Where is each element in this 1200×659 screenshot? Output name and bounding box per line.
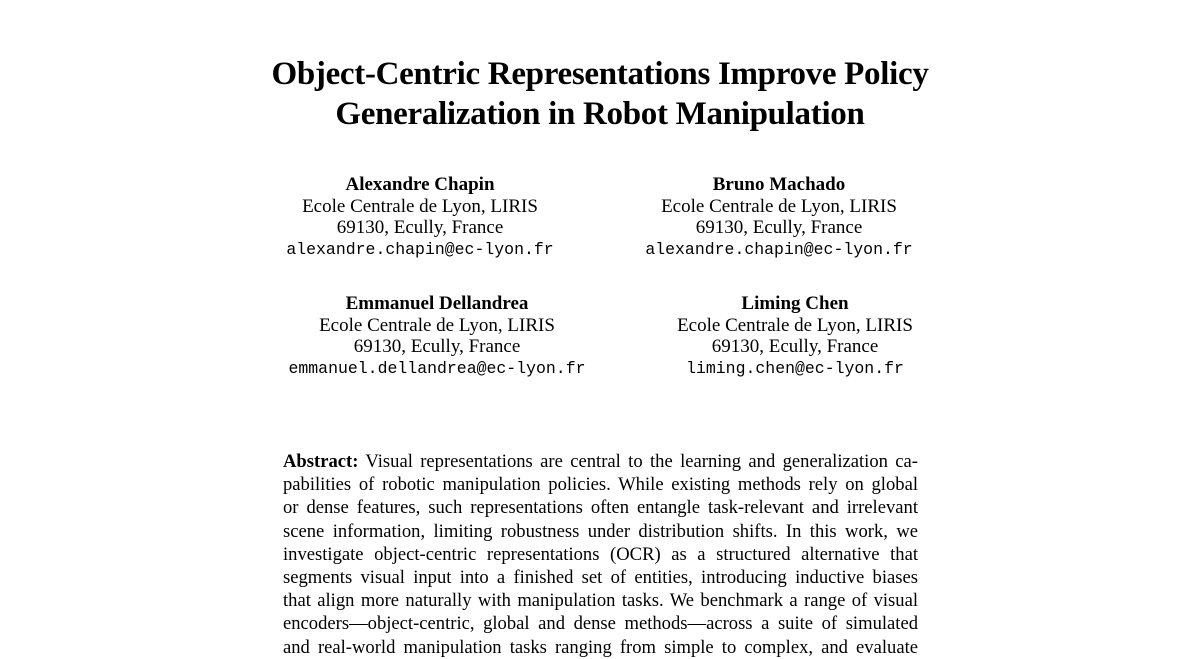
- author-email: alexandre.chapin@ec-lyon.fr: [286, 239, 554, 259]
- author-email: alexandre.chapin@ec-lyon.fr: [645, 239, 913, 259]
- author-address: 69130, Ecully, France: [353, 336, 521, 357]
- author-block: [270, 174, 570, 261]
- abstract: [283, 450, 918, 659]
- paper-title-line-1: Object-Centric Representations Improve Policy: [271, 56, 929, 92]
- paper-title-line-2: Generalization in Robot Manipulation: [335, 96, 865, 132]
- abstract-line: [283, 450, 918, 473]
- abstract-line: scene information, limiting robustness under distribution shifts. In this work, we: [283, 520, 918, 542]
- author-affiliation: Ecole Centrale de Lyon, LIRIS: [661, 195, 897, 217]
- abstract-line: that align more naturally with manipulation tasks. We benchmark a range of visual: [283, 590, 918, 612]
- author-name: Bruno Machado: [712, 174, 846, 195]
- abstract-line: investigate object-centric representations (OCR) as a structured alternative that: [283, 543, 918, 565]
- author-address: 69130, Ecully, France: [695, 217, 863, 238]
- paper-title: [0, 54, 1200, 134]
- author-address: 69130, Ecully, France: [711, 336, 879, 357]
- abstract-line: segments visual input into a finished set of entities, introducing inductive biases: [283, 567, 918, 589]
- abstract-line: or dense features, such representations often entangle task-relevant and irrelevant: [283, 497, 918, 519]
- author-affiliation: Ecole Centrale de Lyon, LIRIS: [302, 195, 538, 217]
- author-block: [263, 293, 611, 380]
- author-name: Emmanuel Dellandrea: [345, 293, 529, 314]
- author-block: [629, 174, 929, 261]
- author-name: Liming Chen: [741, 293, 849, 314]
- author-email: emmanuel.dellandrea@ec-lyon.fr: [288, 358, 586, 378]
- abstract-label: Abstract:: [283, 451, 359, 472]
- author-block: [645, 293, 945, 380]
- author-affiliation: Ecole Centrale de Lyon, LIRIS: [319, 314, 555, 336]
- author-address: 69130, Ecully, France: [336, 217, 504, 238]
- abstract-line: encoders—object-centric, global and dense methods—across a suite of simulated: [283, 613, 918, 635]
- author-email: liming.chen@ec-lyon.fr: [686, 358, 904, 378]
- abstract-line: pabilities of robotic manipulation policies. While existing methods rely on global: [283, 474, 918, 496]
- abstract-line-text: Visual representations are central to the learning and generalization ca-: [358, 451, 918, 472]
- author-name: Alexandre Chapin: [345, 174, 495, 195]
- author-affiliation: Ecole Centrale de Lyon, LIRIS: [677, 314, 913, 336]
- abstract-line: and real-world manipulation tasks ranging from simple to complex, and evaluate: [283, 636, 918, 658]
